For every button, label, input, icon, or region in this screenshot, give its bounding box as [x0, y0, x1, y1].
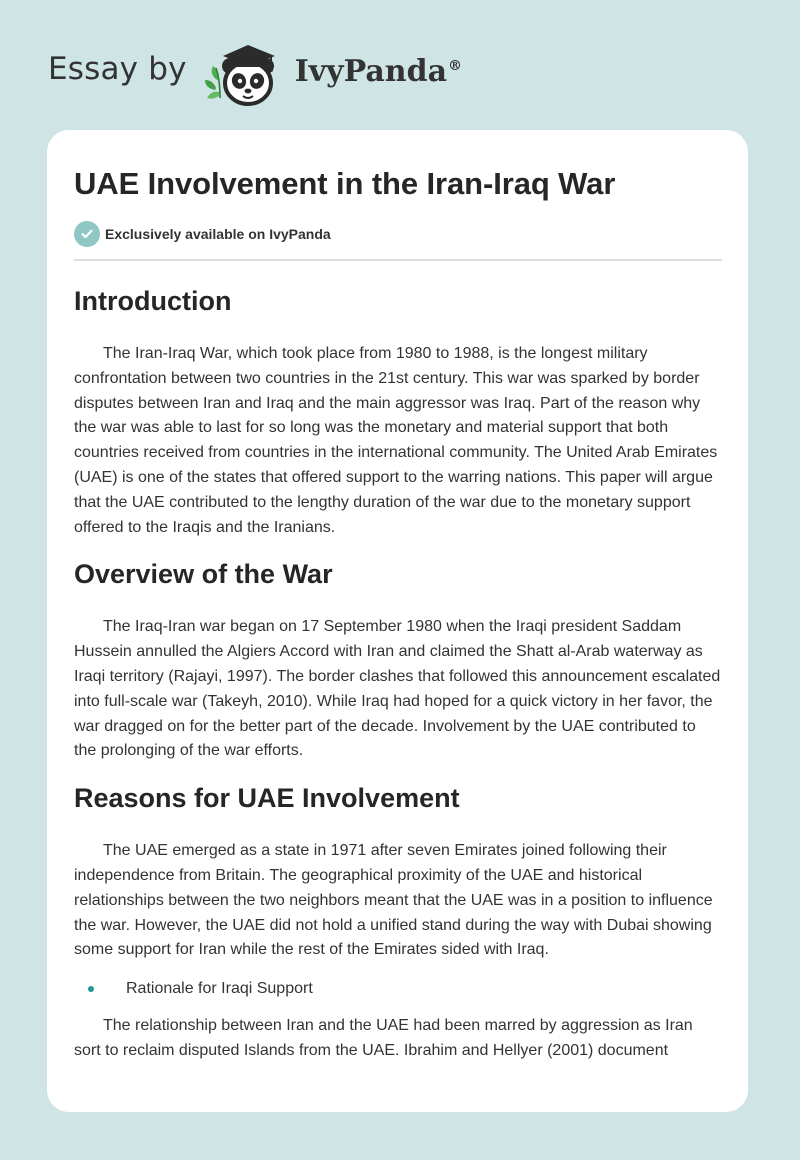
exclusive-badge	[74, 221, 722, 247]
section-heading-reasons: Reasons for UAE Involvement	[74, 783, 460, 814]
list-item: Rationale for Iraqi Support	[74, 977, 722, 1001]
iranian-relationship-paragraph: The relationship between Iran and the UAE had been marred by aggression as Iran sort to reclaim disputed Islands from the UAE. Ibrahim and Hellyer (2001) document	[74, 1017, 693, 1059]
section-heading-overview: Overview of the War	[74, 559, 333, 590]
introduction-paragraph: The Iran-Iraq War, which took place from 1980 to 1988, is the longest military confrontation between two countries in the 21st century. This war was sparked by border disputes between Iran and Iraq and the main aggressor was Iraq. Part of the reason why the war was able to last for so long was the monetary and material support that both countries received from countries in the international community. The United Arab Emirates (UAE) is one of the states that offered support to the warring nations. This paper will argue that the UAE contributed to the lengthy duration of the war due to the monetary support offered to the Iraqis and the Iranians.	[74, 345, 718, 536]
overview-paragraph: The Iraq-Iran war began on 17 September 1980 when the Iraqi president Saddam Hussein annulled the Algiers Accord with Iran and claimed the Shatt al-Arab waterway as Iraqi territory (Rajayi, 1997). The border clashes that followed this announcement escalated into full-scale war (Takeyh, 2010). While Iraq had hoped for a quick victory in her favor, the war dragged on for the better part of the decade. Involvement by the UAE contributed to the prolonging of the war efforts.	[74, 618, 721, 760]
registered-mark: ®	[448, 57, 463, 74]
panda-logo-icon	[203, 36, 293, 108]
bullet-icon	[88, 986, 94, 992]
essay-title: UAE Involvement in the Iran-Iraq War	[74, 166, 616, 201]
title-divider	[74, 259, 722, 261]
check-icon	[74, 221, 100, 247]
exclusive-label: Exclusively available on IvyPanda	[105, 226, 331, 242]
section-heading-introduction: Introduction	[74, 286, 232, 316]
brand-name: IvyPanda®	[294, 53, 463, 89]
reasons-bullet-list	[74, 977, 722, 1001]
brand-header[interactable]	[48, 34, 462, 110]
essay-card	[47, 130, 748, 1112]
essay-by-label: Essay by	[48, 51, 187, 87]
reasons-paragraph: The UAE emerged as a state in 1971 after seven Emirates joined following their independence from Britain. The geographical proximity of the UAE and historical relationships between the two neighbors meant that the UAE was in a position to influence the war. However, the UAE did not hold a unified stand during the way with Dubai showing some support for Iran while the rest of the Emirates sided with Iraq.	[74, 842, 713, 959]
